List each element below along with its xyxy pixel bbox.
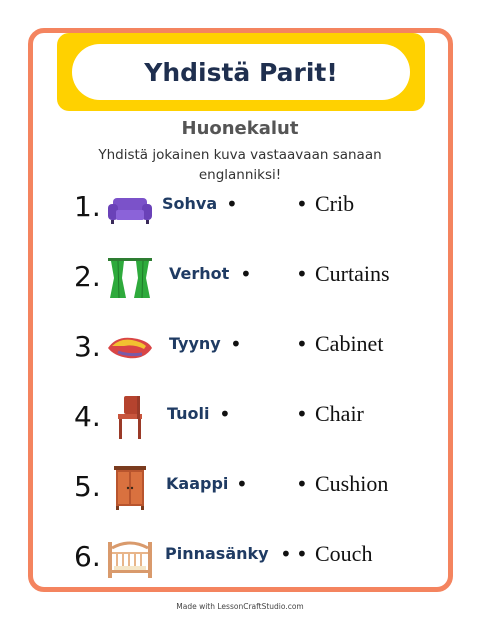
crib-icon (104, 532, 156, 582)
footer-credit: Made with LessonCraftStudio.com (176, 602, 304, 611)
right-match-dot[interactable]: • (296, 542, 308, 566)
item-number: 4. (74, 400, 101, 433)
match-row (0, 388, 480, 448)
item-number: 2. (74, 260, 101, 293)
item-number: 5. (74, 470, 101, 503)
left-match-dot[interactable]: • (240, 262, 252, 286)
title-pill (72, 44, 410, 100)
finnish-word: Pinnasänky (165, 544, 269, 563)
left-match-dot[interactable]: • (230, 332, 242, 356)
english-word: Crib (315, 191, 355, 216)
right-match-dot[interactable]: • (296, 472, 308, 496)
right-match-dot[interactable]: • (296, 332, 308, 356)
sofa-icon (104, 182, 156, 232)
finnish-word: Tyyny (169, 334, 221, 353)
item-number: 6. (74, 540, 101, 573)
english-word: Chair (315, 401, 364, 426)
left-match-dot[interactable]: • (280, 542, 292, 566)
item-number: 3. (74, 330, 101, 363)
left-match-dot[interactable]: • (219, 402, 231, 426)
match-row (0, 458, 480, 518)
right-match-dot[interactable]: • (296, 402, 308, 426)
curtains-icon (104, 252, 156, 302)
match-row (0, 178, 480, 238)
chair-icon (104, 392, 156, 442)
left-match-dot[interactable]: • (236, 472, 248, 496)
match-row (0, 248, 480, 308)
finnish-word: Kaappi (166, 474, 229, 493)
right-match-dot[interactable]: • (296, 262, 308, 286)
cabinet-icon (104, 462, 156, 512)
item-number: 1. (74, 190, 101, 223)
right-match-dot[interactable]: • (296, 192, 308, 216)
english-word: Cabinet (315, 331, 384, 356)
pillow-icon (104, 322, 156, 372)
page-title: Yhdistä Parit! (144, 57, 338, 87)
left-match-dot[interactable]: • (226, 192, 238, 216)
finnish-word: Tuoli (167, 404, 210, 423)
finnish-word: Verhot (169, 264, 230, 283)
subtitle: Huonekalut (181, 118, 299, 139)
english-word: Couch (315, 541, 373, 566)
english-word: Curtains (315, 261, 390, 286)
match-row (0, 528, 480, 588)
finnish-word: Sohva (162, 194, 218, 213)
english-word: Cushion (315, 471, 389, 496)
match-row (0, 318, 480, 378)
instructions: Yhdistä jokainen kuva vastaavaan sanaan englanniksi! (98, 147, 382, 183)
